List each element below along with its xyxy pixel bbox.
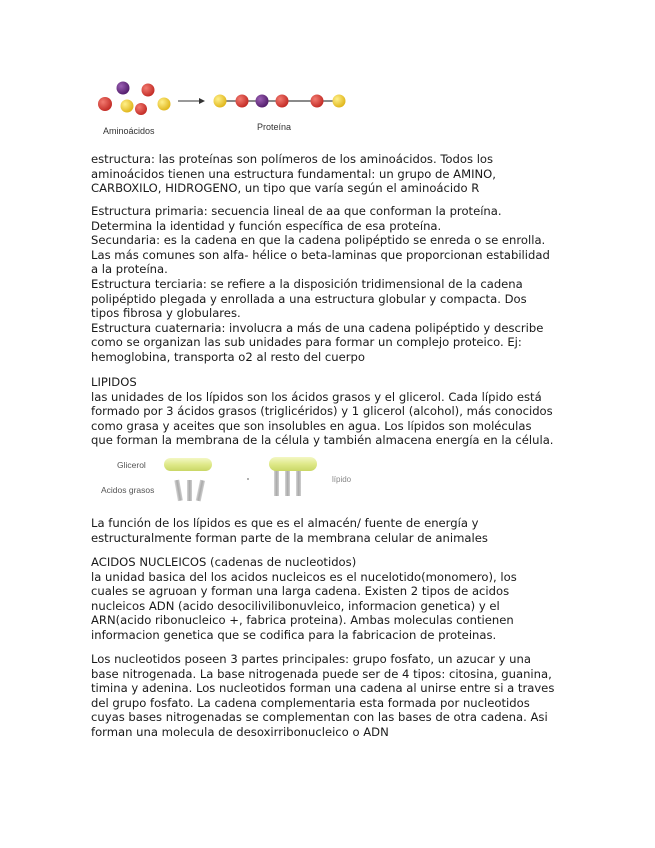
- text-line: forman una molecula de desoxirribonucleico o ADN: [91, 724, 389, 739]
- text-line: aminoácidos tienen una estructura fundamental: un grupo de AMINO,: [91, 166, 496, 181]
- text-line: timina y adenina. Los nucleotidos forman una cadena al unirse entre si a traves: [91, 681, 555, 696]
- acidos-grasos-label: Acidos grasos: [101, 485, 155, 495]
- fatty-acids-shape: [174, 480, 205, 502]
- text-line: Las más comunes son alfa- hélice o beta-laminas que proporcionan estabilidad: [91, 247, 550, 262]
- paragraph-funcion-lipidos: [91, 516, 571, 545]
- text-line: a la proteína.: [91, 262, 168, 277]
- text-line: Estructura terciaria: se refiere a la disposición tridimensional de la cadena: [91, 276, 523, 291]
- section-heading: LIPIDOS: [91, 375, 137, 389]
- aminoacidos-label: Aminoácidos: [103, 126, 155, 136]
- text-line: la unidad basica del los acidos nucleicos es el nucelotido(monomero), los: [91, 569, 517, 584]
- section-heading: ACIDOS NUCLEICOS (cadenas de nucleotidos): [91, 555, 357, 569]
- paragraph-estructura: [91, 152, 571, 196]
- paragraph-lipidos: [91, 375, 571, 448]
- paragraph-niveles-estructura: [91, 204, 571, 365]
- glicerol-shape: [164, 458, 212, 471]
- amino-acid-cluster: [98, 82, 171, 116]
- text-line: La función de los lípidos es que es el almacén/ fuente de energía y: [91, 516, 479, 530]
- lipido-label: lípido: [332, 475, 352, 484]
- paragraph-nucleotidos: [91, 652, 571, 740]
- text-line: Secundaria: es la cadena en que la cadena polipéptido se enreda o se enrolla.: [91, 233, 546, 248]
- text-line: las unidades de los lípidos son los ácidos grasos y el glicerol. Cada lípido está: [91, 389, 542, 404]
- arrow-icon: [178, 98, 205, 104]
- text-line: nucleicos ADN (acido desocilivilibonuvleico, informacion genetica) y el: [91, 598, 500, 613]
- text-line: estructuralmente forman parte de la membrana celular de animales: [91, 530, 488, 545]
- text-line: cuyas bases nitrogenadas se complementan con las bases de otra cadena. Asi: [91, 710, 548, 725]
- text-line: como se organizan las sub unidades para formar un complejo proteico. Ej:: [91, 335, 522, 350]
- text-line: como grasa y aceites que son insolubles en agua. Los lípidos son moléculas: [91, 418, 532, 433]
- text-line: informacion genetica que se codifica para la fabricacion de proteinas.: [91, 627, 497, 642]
- text-line: Los nucleotidos poseen 3 partes principales: grupo fosfato, un azucar y una: [91, 652, 531, 666]
- text-line: cuales se agruoan y forman una larga cadena. Existen 2 tipos de acidos: [91, 584, 510, 599]
- text-line: polipéptido plegada y enrollada a una estructura globular y compacta. Dos: [91, 291, 527, 306]
- text-line: del grupo fosfato. La cadena complementaria esta formada por nucleotidos: [91, 695, 530, 710]
- text-line: que forman la membrana de la célula y también almacena energía en la célula.: [91, 433, 554, 448]
- glicerol-label: Glicerol: [117, 460, 146, 470]
- lipid-figure: [120, 452, 320, 508]
- lipid-shape: [269, 457, 317, 496]
- text-line: tipos fibrosa y globulares.: [91, 306, 241, 321]
- text-line: base nitrogenada. La base nitrogenada puede ser de 4 tipos: citosina, guanina,: [91, 666, 552, 681]
- text-line: estructura: las proteínas son polímeros de los aminoácidos. Todos los: [91, 152, 494, 166]
- text-line: ARN(acido ribonucleico +, fabrica proteina). Ambas moleculas contienen: [91, 613, 514, 628]
- text-line: CARBOXILO, HIDROGENO, un tipo que varía según el aminoácido R: [91, 181, 480, 196]
- text-line: hemoglobina, transporta o2 al resto del cuerpo: [91, 349, 365, 364]
- proteina-label: Proteína: [257, 122, 292, 132]
- paragraph-acidos-nucleicos: [91, 555, 571, 643]
- text-line: Determina la identidad y función específica de esa proteína.: [91, 218, 442, 233]
- text-line: Estructura primaria: secuencia lineal de aa que conforman la proteína.: [91, 204, 502, 218]
- protein-chain: [214, 95, 346, 108]
- text-line: formado por 3 ácidos grasos (triglicéridos) y 1 glicerol (alcohol), más conocidos: [91, 404, 553, 419]
- text-line: Estructura cuaternaria: involucra a más de una cadena polipéptido y describe: [91, 320, 544, 335]
